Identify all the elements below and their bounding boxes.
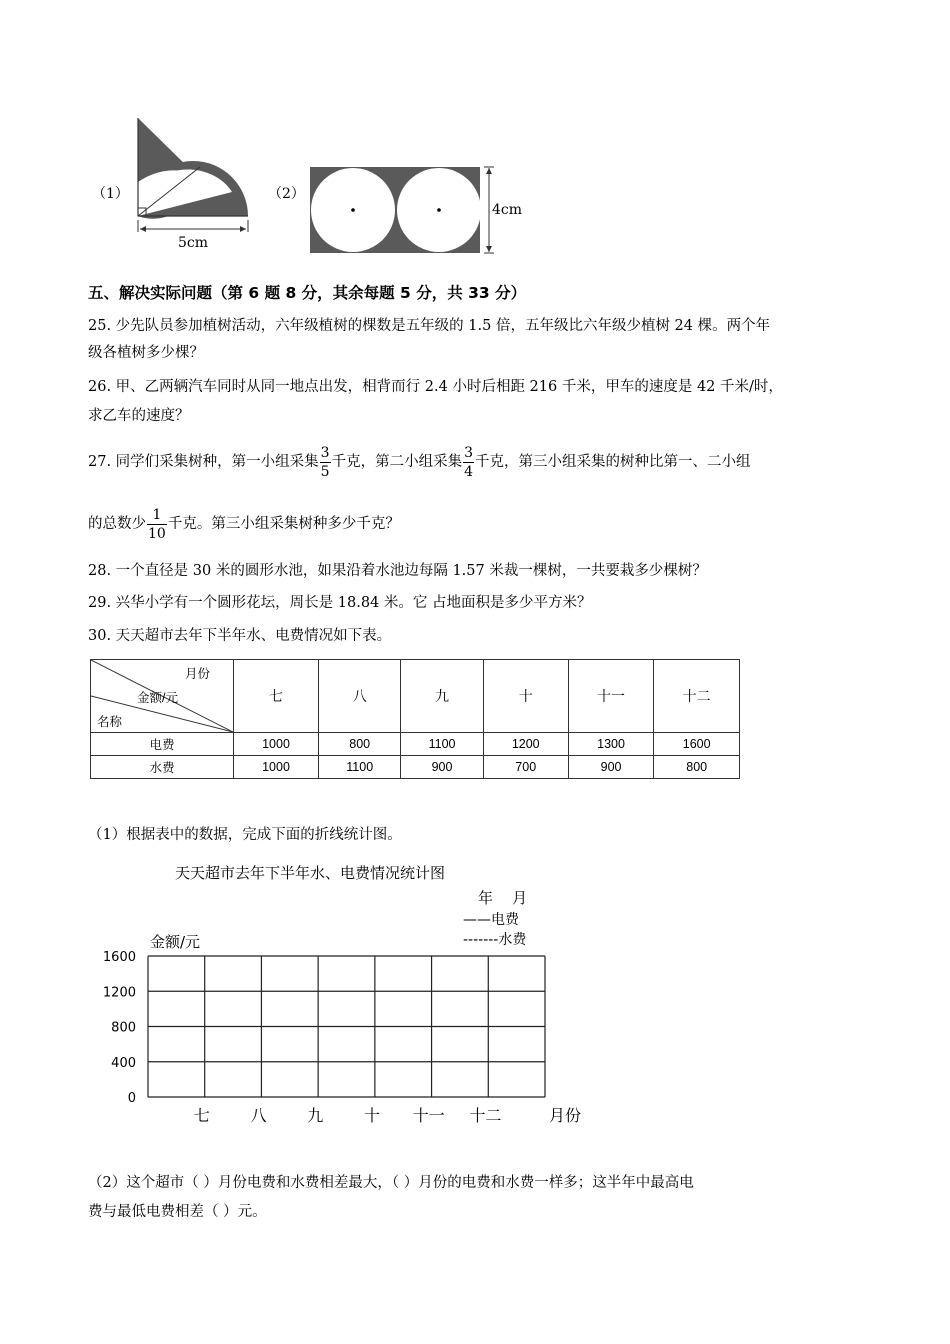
subquestion-2-line-1: （2）这个超市（ ）月份电费和水费相差最大，（ ）月份的电费和水费一样多；这半年中最高电 [88, 1175, 694, 1191]
problem-25-line-2: 级各植树多少棵？ [88, 345, 204, 361]
problem-27-text-c: 千克，第三小组采集的树种比第一、二小组 [475, 454, 751, 470]
corner-name-label: 名称 [97, 715, 123, 729]
subquestion-2-line-2: 费与最低电费相差（ ）元。 [88, 1204, 267, 1220]
table-cell: 1300 [568, 733, 654, 756]
problem-26-line-1: 26. 甲、乙两辆汽车同时从同一地点出发，相背而行 2.4 小时后相距 216 千米，甲车的速度是 42 千米/时， [88, 379, 783, 395]
problem-27-text-a: 27. 同学们采集树种，第一小组采集 [88, 454, 319, 470]
figure-2-label: （2） [268, 186, 305, 202]
month-header: 十二 [654, 660, 740, 733]
table-cell: 900 [568, 756, 654, 779]
y-tick-label: 1200 [102, 985, 136, 1001]
problem-27-line-2 [88, 502, 400, 546]
corner-amount-label: 金额/元 [137, 691, 178, 705]
x-tick-label: 九 [307, 1106, 324, 1125]
subquestion-1: （1）根据表中的数据，完成下面的折线统计图。 [88, 827, 402, 843]
table-cell: 1000 [234, 733, 319, 756]
y-tick-label: 1600 [102, 950, 136, 965]
corner-month-label: 月份 [185, 667, 211, 681]
problem-26-line-2: 求乙车的速度？ [88, 408, 190, 424]
month-header: 八 [319, 660, 401, 733]
table-corner-cell [91, 660, 234, 733]
y-tick-label: 800 [111, 1020, 136, 1036]
problem-27-text-d: 的总数少 [88, 516, 146, 532]
month-header: 七 [234, 660, 319, 733]
table-cell: 800 [654, 756, 740, 779]
fraction-3-4: $\frac{3}{4}$ [464, 444, 474, 480]
problem-30: 30. 天天超市去年下半年水、电费情况如下表。 [88, 628, 392, 644]
row-name: 水费 [91, 756, 234, 779]
legend-electricity: ——电费 [463, 912, 519, 928]
y-tick-label: 0 [127, 1091, 136, 1106]
y-tick-label: 400 [111, 1055, 136, 1071]
table-cell: 1000 [234, 756, 319, 779]
fraction-3-5: $\frac{3}{5}$ [320, 444, 330, 480]
x-tick-label: 七 [193, 1106, 210, 1125]
table-cell: 1600 [654, 733, 740, 756]
table-cell: 800 [319, 733, 401, 756]
x-axis-label: 月份 [549, 1106, 582, 1125]
chart-y-axis-label: 金额/元 [150, 933, 201, 951]
figure-2-height-label: 4cm [492, 202, 523, 218]
chart-plot-area [90, 945, 590, 1130]
problem-27-text-e: 千克。第三小组采集树种多少千克？ [167, 516, 400, 532]
problem-27-line-1 [88, 440, 751, 484]
figure-2-diagram [305, 162, 500, 258]
problem-28: 28. 一个直径是 30 米的圆形水池，如果沿着水池边每隔 1.57 米裁一棵树，一共要栽多少棵树？ [88, 563, 707, 579]
problem-27-text-b: 千克，第二小组采集 [331, 454, 463, 470]
x-tick-label: 八 [250, 1106, 267, 1125]
fee-table [90, 659, 740, 779]
month-header: 十 [483, 660, 568, 733]
row-name: 电费 [91, 733, 234, 756]
chart-title: 天天超市去年下半年水、电费情况统计图 [175, 864, 446, 882]
problem-29: 29. 兴华小学有一个圆形花坛，周长是 18.84 米。它 占地面积是多少平方米？ [88, 595, 592, 611]
x-tick-label: 十 [364, 1106, 381, 1125]
x-tick-label: 十一 [412, 1106, 445, 1125]
table-cell: 700 [483, 756, 568, 779]
figure-1-width-label: 5cm [178, 235, 209, 251]
table-row [91, 733, 740, 756]
figure-1-diagram [125, 112, 255, 252]
section-heading: 五、解决实际问题（第 6 题 8 分，其余每题 5 分，共 33 分） [88, 284, 527, 302]
chart-date-label: 年 月 [478, 889, 528, 907]
problem-25-line-1: 25. 少先队员参加植树活动，六年级植树的棵数是五年级的 1.5 倍，五年级比六年级少植树 24 棵。两个年 [88, 318, 771, 334]
fraction-1-10: $\frac{1}{10}$ [148, 506, 166, 542]
table-cell: 1200 [483, 733, 568, 756]
table-cell: 1100 [319, 756, 401, 779]
figure-1-label: （1） [92, 186, 129, 202]
x-tick-label: 十二 [469, 1106, 502, 1125]
month-header: 九 [401, 660, 483, 733]
table-row [91, 756, 740, 779]
month-header: 十一 [568, 660, 654, 733]
legend-water: -------水费 [463, 932, 527, 948]
table-header-row [91, 660, 740, 733]
table-cell: 1100 [401, 733, 483, 756]
table-cell: 900 [401, 756, 483, 779]
